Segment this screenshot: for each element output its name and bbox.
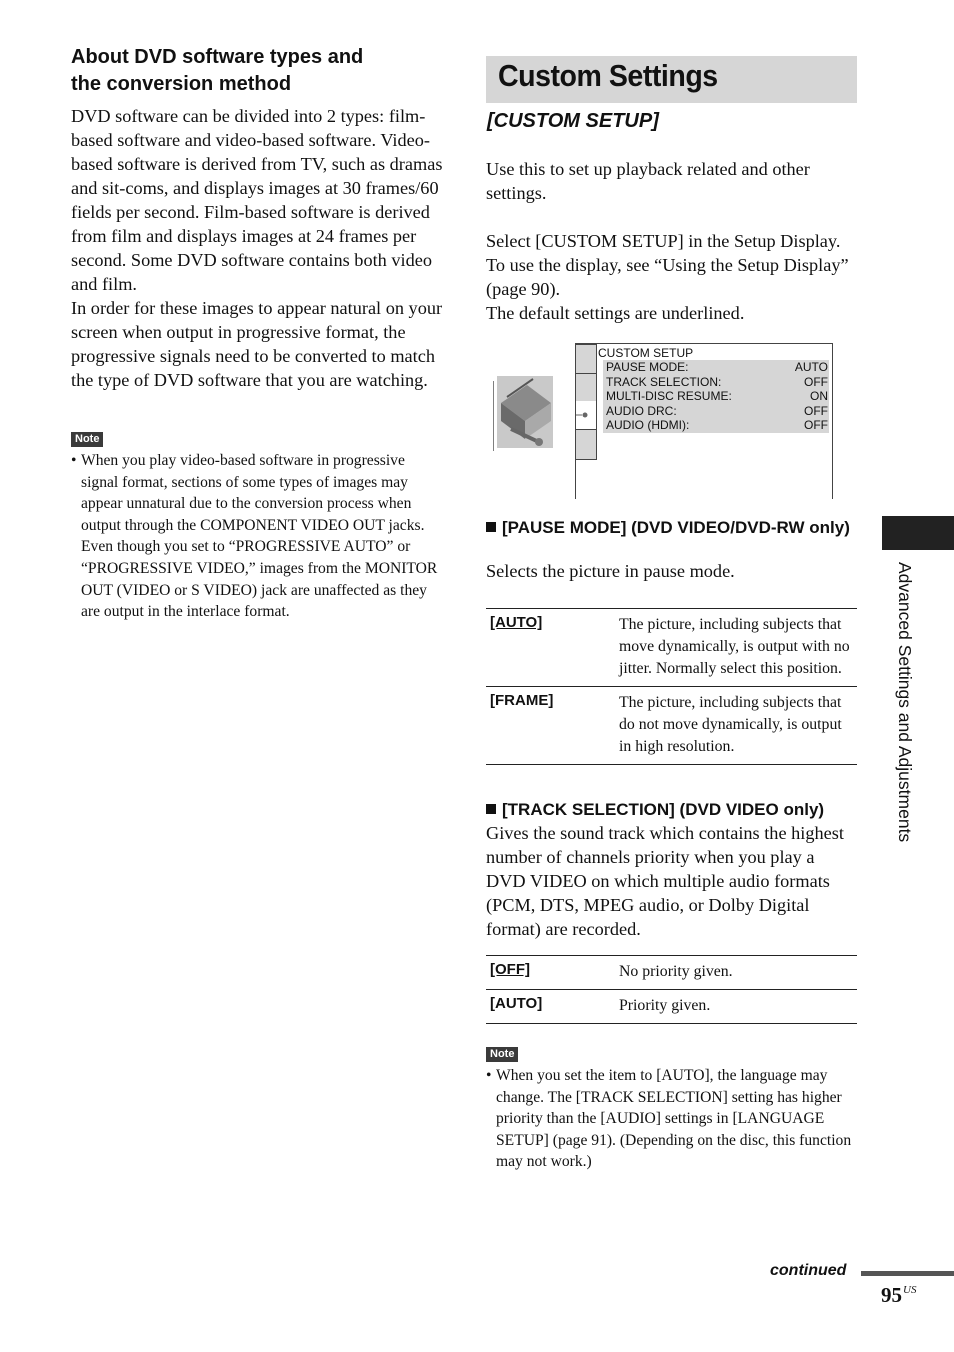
page-number [881, 1283, 916, 1308]
note-bullet-text: When you play video-based software in progressive signal format, sections of some types of images may appear unnatural due to the conversion process when output through the COMPONENT VIDEO OUT jacks. Even though you set to “PROGRESSIVE AUTO” or “PROGRESSIVE VIDEO,” images from the MONITOR OUT (VIDEO or S VIDEO) jack are unaffected as they are output in the interlace format. [81, 452, 438, 621]
selection-pointer-icon [576, 401, 596, 429]
menu-cell [576, 345, 596, 374]
setting-label: TRACK SELECTION: [606, 374, 722, 389]
option-description: The picture, including subjects that do not move dynamically, is output in high resolution. [615, 687, 857, 765]
display-border [575, 458, 576, 499]
setting-row [606, 404, 828, 419]
option-description: No priority given. [615, 956, 857, 990]
menu-cell [576, 373, 596, 402]
note-bullet-item [71, 450, 443, 623]
chapter-label [891, 562, 921, 922]
setup-toolbox-icon [493, 373, 555, 451]
chapter-tab [882, 516, 954, 550]
table-row [486, 956, 857, 990]
display-title: CUSTOM SETUP [598, 346, 694, 360]
setting-label: AUDIO DRC: [606, 403, 677, 418]
setting-row [606, 375, 828, 390]
menu-cell-selected [576, 401, 596, 430]
setting-value: AUTO [794, 360, 828, 374]
setting-value: OFF [804, 418, 828, 432]
option-key: [OFF] [486, 956, 615, 990]
option-description: Priority given. [615, 990, 857, 1024]
table-row [486, 609, 857, 687]
heading-line: About DVD software types and [71, 46, 364, 68]
note-text [71, 450, 443, 623]
square-bullet-icon [486, 804, 496, 814]
table-row [486, 687, 857, 765]
setup-display-screen [490, 343, 835, 499]
section-description: Selects the picture in pause mode. [486, 561, 735, 581]
settings-list [603, 360, 829, 433]
setting-row [606, 418, 828, 433]
page-title: Custom Settings [498, 58, 718, 93]
page-suffix: US [903, 1284, 917, 1296]
option-key: [FRAME] [486, 687, 615, 765]
setting-value: OFF [804, 403, 828, 418]
body-text-dvd-software [71, 104, 446, 392]
square-bullet-icon [486, 522, 496, 532]
note-badge: Note [486, 1047, 518, 1062]
section-description: Gives the sound track which contains the highest number of channels priority when you play a DVD VIDEO on which multiple audio formats (PCM, DTS, MPEG audio, or Dolby Digital format) are recorded. [486, 823, 844, 939]
bullet-icon: • [486, 1067, 492, 1084]
table-row [486, 990, 857, 1024]
bullet-icon: • [71, 452, 77, 469]
continued-label: continued [770, 1262, 847, 1279]
intro-text [486, 157, 858, 325]
subheading: [CUSTOM SETUP] [487, 110, 659, 132]
note-bullet-item [486, 1065, 856, 1173]
paragraph: In order for these images to appear natural on your screen when output in progressive format, the progressive signals need to be converted to match the type of DVD software that you are watching. [71, 298, 443, 390]
paragraph: The default settings are underlined. [486, 303, 745, 323]
section-heading-track-selection [486, 798, 824, 821]
setting-label: MULTI-DISC RESUME: [606, 389, 732, 403]
section-heading-pause-mode [486, 516, 858, 539]
setting-value: OFF [804, 374, 828, 389]
continued-bar [861, 1271, 954, 1276]
option-key: [AUTO] [486, 609, 615, 687]
setup-menu-column [575, 344, 597, 460]
setting-row [606, 389, 828, 404]
chapter-label-text: Advanced Settings and Adjustments [895, 562, 915, 843]
display-border [832, 343, 833, 499]
heading-line: the conversion method [71, 73, 292, 95]
option-description: The picture, including subjects that move dynamically, is output with no jitter. Normally select this position. [615, 609, 857, 687]
note-bullet-text: When you set the item to [AUTO], the language may change. The [TRACK SELECTION] setting has higher priority than the [AUDIO] settings in [LANGUAGE SETUP] (page 91). (Depending on the disc, this function may not work.) [496, 1067, 852, 1171]
setting-label: AUDIO (HDMI): [606, 418, 690, 432]
option-key: [AUTO] [486, 990, 615, 1024]
setting-value: ON [810, 389, 828, 403]
note-badge: Note [71, 432, 103, 447]
options-table-pause-mode [486, 608, 857, 765]
page-number-text: 95 [881, 1283, 902, 1307]
options-table-track-selection [486, 955, 857, 1024]
paragraph: Use this to set up playback related and other settings. [486, 159, 810, 203]
setting-label: PAUSE MODE: [606, 360, 689, 374]
section-heading-text: [PAUSE MODE] (DVD VIDEO/DVD-RW only) [502, 518, 850, 537]
paragraph: DVD software can be divided into 2 types: film-based software and video-based software. Video-based software is derived from TV, such as dramas and sit-coms, and displays images at 30 frames/60 fields per second. Film-based software is derived from film and displays images at 24 frames per second. Some DVD software contains both video and film. [71, 106, 443, 294]
section-heading-text: [TRACK SELECTION] (DVD VIDEO only) [502, 800, 825, 819]
paragraph: Select [CUSTOM SETUP] in the Setup Display. To use the display, see “Using the Setup Display” (page 90). [486, 231, 849, 299]
setting-row [606, 360, 828, 375]
display-border [575, 343, 833, 344]
section-heading-dvd-software [71, 44, 441, 98]
note-text [486, 1065, 856, 1173]
